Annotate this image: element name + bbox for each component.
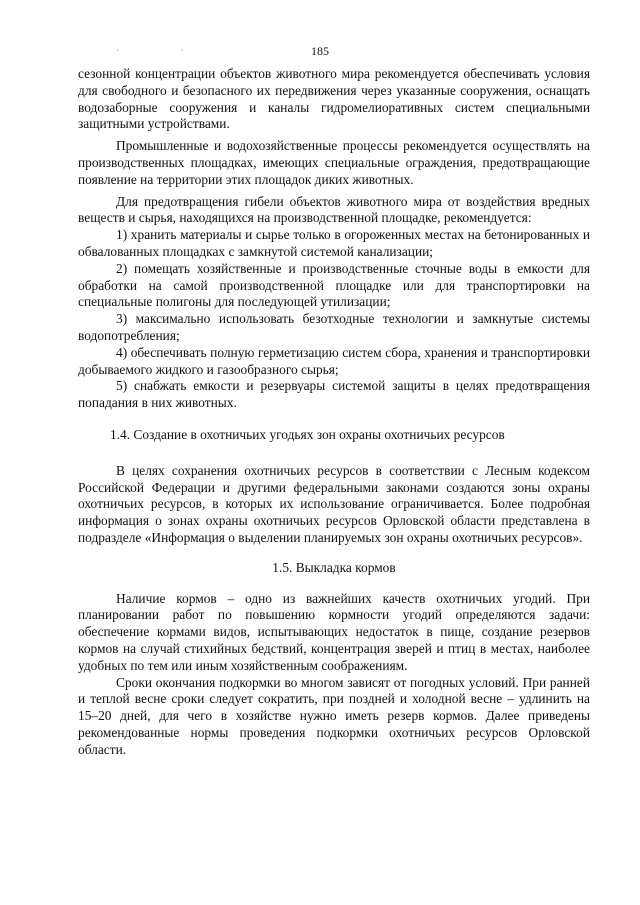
section-heading-1-4: 1.4. Создание в охотничьих угодьях зон охраны охотничьих ресурсов: [110, 426, 505, 442]
paragraph: В целях сохранения охотничьих ресурсов в соответствии с Лесным кодексом Российской Федерации и другими федеральными законами создаются зоны охраны охотничьих ресурсов, в которых их использование ограничивается. Более подробная информация о зонах охраны охотничьих ресурсов Орловской области представлена в подразделе «Информация о выделении планируемых зон охраны охотничьих ресурсов».: [78, 462, 590, 545]
scan-specks: · ·: [116, 46, 214, 55]
paragraph: Для предотвращения гибели объектов животного мира от воздействия вредных веществ и сырья, находящихся на производственной площадке, рекомендуется:: [78, 193, 590, 226]
document-body: [78, 66, 590, 758]
section-heading-1-5: 1.5. Выкладка кормов: [272, 559, 396, 575]
page-number: 185: [311, 44, 329, 58]
list-item: 3) максимально использовать безотходные технологии и замкнутые системы водопотребления;: [78, 311, 590, 343]
paragraph: Наличие кормов – одно из важнейших качеств охотничьих угодий. При планировании работ по повышению кормности угодий определяются задачи: обеспечение кормами видов, испытывающих недостаток в пище, создание резервов кормов на случай стихийных бедствий, концентрация зверей и птиц в местах, наиболее удобных по тем или иным хозяйственным соображениям.: [78, 590, 590, 673]
list-item: 2) помещать хозяйственные и производственные сточные воды в емкости для обработки на самой производственной площадке или для транспортировки на специальные полигоны для последующей утилизации;: [78, 260, 590, 310]
list-item: 5) снабжать емкости и резервуары системой защиты в целях предотвращения попадания в них животных.: [78, 378, 590, 411]
list-item: 4) обеспечивать полную герметизацию систем сбора, хранения и транспортировки добываемого жидкого и газообразного сырья;: [78, 344, 590, 377]
list-item: 1) хранить материалы и сырье только в огороженных местах на бетонированных и обвалованных площадках с замкнутой системой канализации;: [78, 227, 590, 259]
paragraph: сезонной концентрации объектов животного мира рекомендуется обеспечивать условия для свободного и безопасного их передвижения через указанные сооружения, оснащать водозаборные сооружения и каналы гидромелиоративных систем специальными защитными устройствами.: [78, 66, 590, 132]
paragraph: Сроки окончания подкормки во многом зависят от погодных условий. При ранней и теплой весне сроки следует сократить, при поздней и холодной весне – удлинить на 15–20 дней, для чего в хозяйстве нужно иметь резерв кормов. Далее приведены рекомендованные нормы проведения подкормки охотничьих ресурсов Орловской области.: [78, 674, 590, 757]
paragraph: Промышленные и водохозяйственные процессы рекомендуется осуществлять на производственных площадках, имеющих специальные ограждения, предотвращающие появление на территории этих площадок диких животных.: [78, 138, 590, 187]
